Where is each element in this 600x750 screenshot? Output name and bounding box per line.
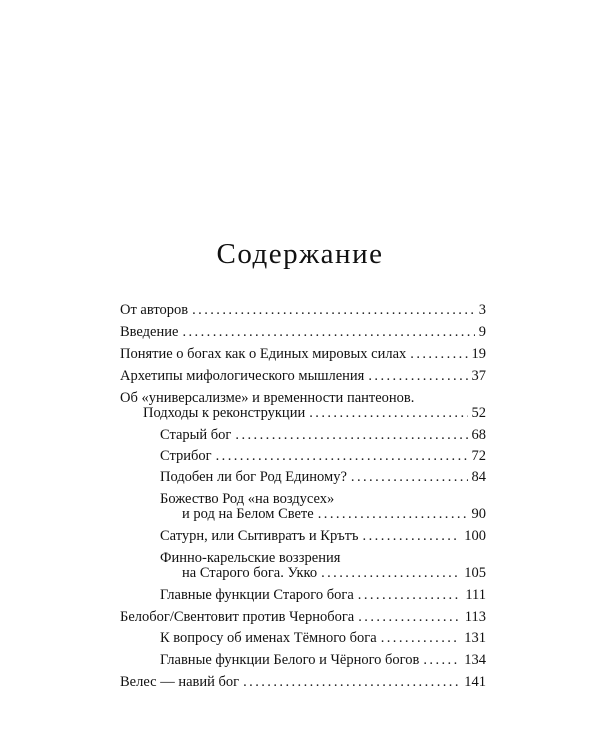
toc-entry[interactable]	[160, 468, 486, 486]
toc-entry[interactable]	[120, 608, 486, 626]
dot-leader	[423, 651, 460, 669]
toc-entry-page: 131	[464, 630, 486, 646]
toc-entry[interactable]	[160, 629, 486, 647]
toc-entry-title: Понятие о богах как о Единых мировых силах	[120, 346, 407, 362]
dot-leader	[381, 629, 461, 647]
toc-entry-page: 9	[478, 324, 486, 340]
toc-entry-page: 111	[465, 587, 486, 603]
dot-leader	[368, 367, 467, 385]
toc-entry-title: на Старого бога. Укко	[182, 565, 318, 581]
toc-entry[interactable]	[160, 527, 486, 545]
toc-entry-title: Финно-карельские воззрения	[160, 550, 341, 566]
toc-entry-title: Белобог/Свентовит против Чернобога	[120, 609, 355, 625]
toc-entry-page: 100	[464, 528, 486, 544]
dot-leader	[351, 468, 468, 486]
toc-entry-page: 134	[464, 652, 486, 668]
toc-entry-title: Велес — навий бог	[120, 674, 240, 690]
toc-entry[interactable]	[120, 673, 486, 691]
toc-entry-title: Божество Род «на воздусех»	[160, 491, 335, 507]
toc-entry[interactable]	[160, 447, 486, 465]
toc-entry-page: 19	[471, 346, 486, 362]
toc-entry-title: От авторов	[120, 302, 189, 318]
toc-entry-title: Подобен ли бог Род Единому?	[160, 469, 347, 485]
dot-leader	[358, 586, 462, 604]
toc-entry-title: Старый бог	[160, 427, 232, 443]
toc-entry-title: Главные функции Старого бога	[160, 587, 354, 603]
dot-leader	[318, 505, 468, 523]
toc-entry[interactable]	[143, 404, 486, 422]
toc-entry-page: 37	[471, 368, 486, 384]
toc-entry[interactable]	[182, 564, 486, 582]
toc-entry-title: и род на Белом Свете	[182, 506, 314, 522]
dot-leader	[216, 447, 468, 465]
dot-leader	[309, 404, 467, 422]
toc-entry-page: 68	[471, 427, 486, 443]
toc-entry-page: 105	[464, 565, 486, 581]
toc-entry-title: К вопросу об именах Тёмного бога	[160, 630, 377, 646]
page-title: Содержание	[216, 238, 384, 270]
toc-entry-title: Архетипы мифологического мышления	[120, 368, 365, 384]
toc-entry[interactable]	[120, 345, 486, 363]
toc-entry-page: 90	[471, 506, 486, 522]
toc-entry[interactable]	[182, 505, 486, 523]
toc-entry-page: 113	[464, 609, 486, 625]
dot-leader	[192, 301, 475, 319]
toc-entry-title: Стрибог	[160, 448, 212, 464]
dot-leader	[243, 673, 460, 691]
dot-leader	[363, 527, 461, 545]
toc-entry-title: Введение	[120, 324, 179, 340]
toc-entry[interactable]	[120, 323, 486, 341]
toc-entry-page: 52	[471, 405, 486, 421]
dot-leader	[358, 608, 461, 626]
toc-entry-title: Об «универсализме» и временности пантеонов.	[120, 390, 415, 406]
toc-entry[interactable]	[120, 367, 486, 385]
toc-entry-page: 3	[478, 302, 486, 318]
dot-leader	[235, 426, 467, 444]
toc-entry-page: 72	[471, 448, 486, 464]
toc-entry-title: Главные функции Белого и Чёрного богов	[160, 652, 420, 668]
dot-leader	[321, 564, 460, 582]
toc-entry-page: 84	[471, 469, 486, 485]
toc-entry[interactable]	[160, 651, 486, 669]
toc-entry-title: Подходы к реконструкции	[143, 405, 306, 421]
toc-entry[interactable]	[160, 586, 486, 604]
toc-entry[interactable]	[160, 426, 486, 444]
dot-leader	[410, 345, 467, 363]
toc-entry-page: 141	[464, 674, 486, 690]
toc-entry-title: Сатурн, или Сытивратъ и Крътъ	[160, 528, 359, 544]
toc-entry[interactable]	[120, 301, 486, 319]
dot-leader	[182, 323, 474, 341]
